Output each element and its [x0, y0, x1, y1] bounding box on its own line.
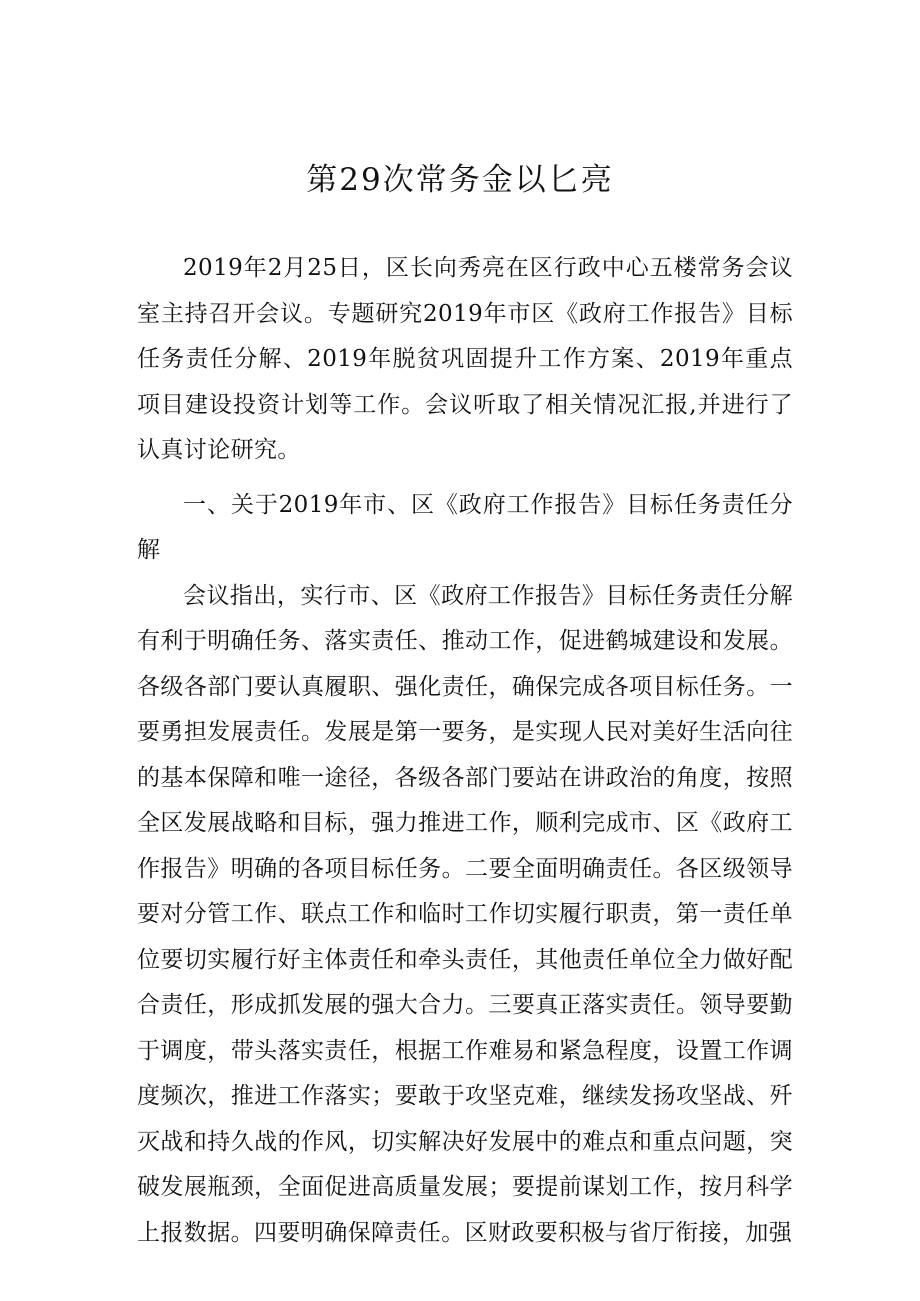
- document-body: [137, 246, 793, 1256]
- paragraph-section-1: 会议指出，实行市、区《政府工作报告》目标任务责任分解有利于明确任务、落实责任、推动工作，促进鹤城建设和发展。各级各部门要认真履职、强化责任，确保完成各项目标任务。一要勇担发展责任。发展是第一要务，是实现人民对美好生活向往的基本保障和唯一途径，各级各部门要站在讲政治的角度，按照全区发展战略和目标，强力推进工作，顺利完成市、区《政府工作报告》明确的各项目标任务。二要全面明确责任。各区级领导要对分管工作、联点工作和临时工作切实履行职责，第一责任单位要切实履行好主体责任和牵头责任，其他责任单位全力做好配合责任，形成抓发展的强大合力。三要真正落实责任。领导要勤于调度，带头落实责任，根据工作难易和紧急程度，设置工作调度频次，推进工作落实；要敢于攻坚克难，继续发扬攻坚战、歼灭战和持久战的作风，切实解决好发展中的难点和重点问题，突破发展瓶颈，全面促进高质量发展；要提前谋划工作，按月科学上报数据。四要明确保障责任。区财政要积极与省厅衔接，加强: [137, 582, 793, 1246]
- section-heading-1: 一、关于2019年市、区《政府工作报告》目标任务责任分解: [137, 491, 793, 563]
- document-title: 第29次常务金以匕亮: [306, 162, 614, 198]
- paragraph-intro: 2019年2月25日，区长向秀亮在区行政中心五楼常务会议室主持召开会议。专题研究2019年市区《政府工作报告》目标任务责任分解、2019年脱贫巩固提升工作方案、2019年重点项目建设投资计划等工作。会议听取了相关情况汇报,并进行了认真讨论研究。: [137, 255, 793, 463]
